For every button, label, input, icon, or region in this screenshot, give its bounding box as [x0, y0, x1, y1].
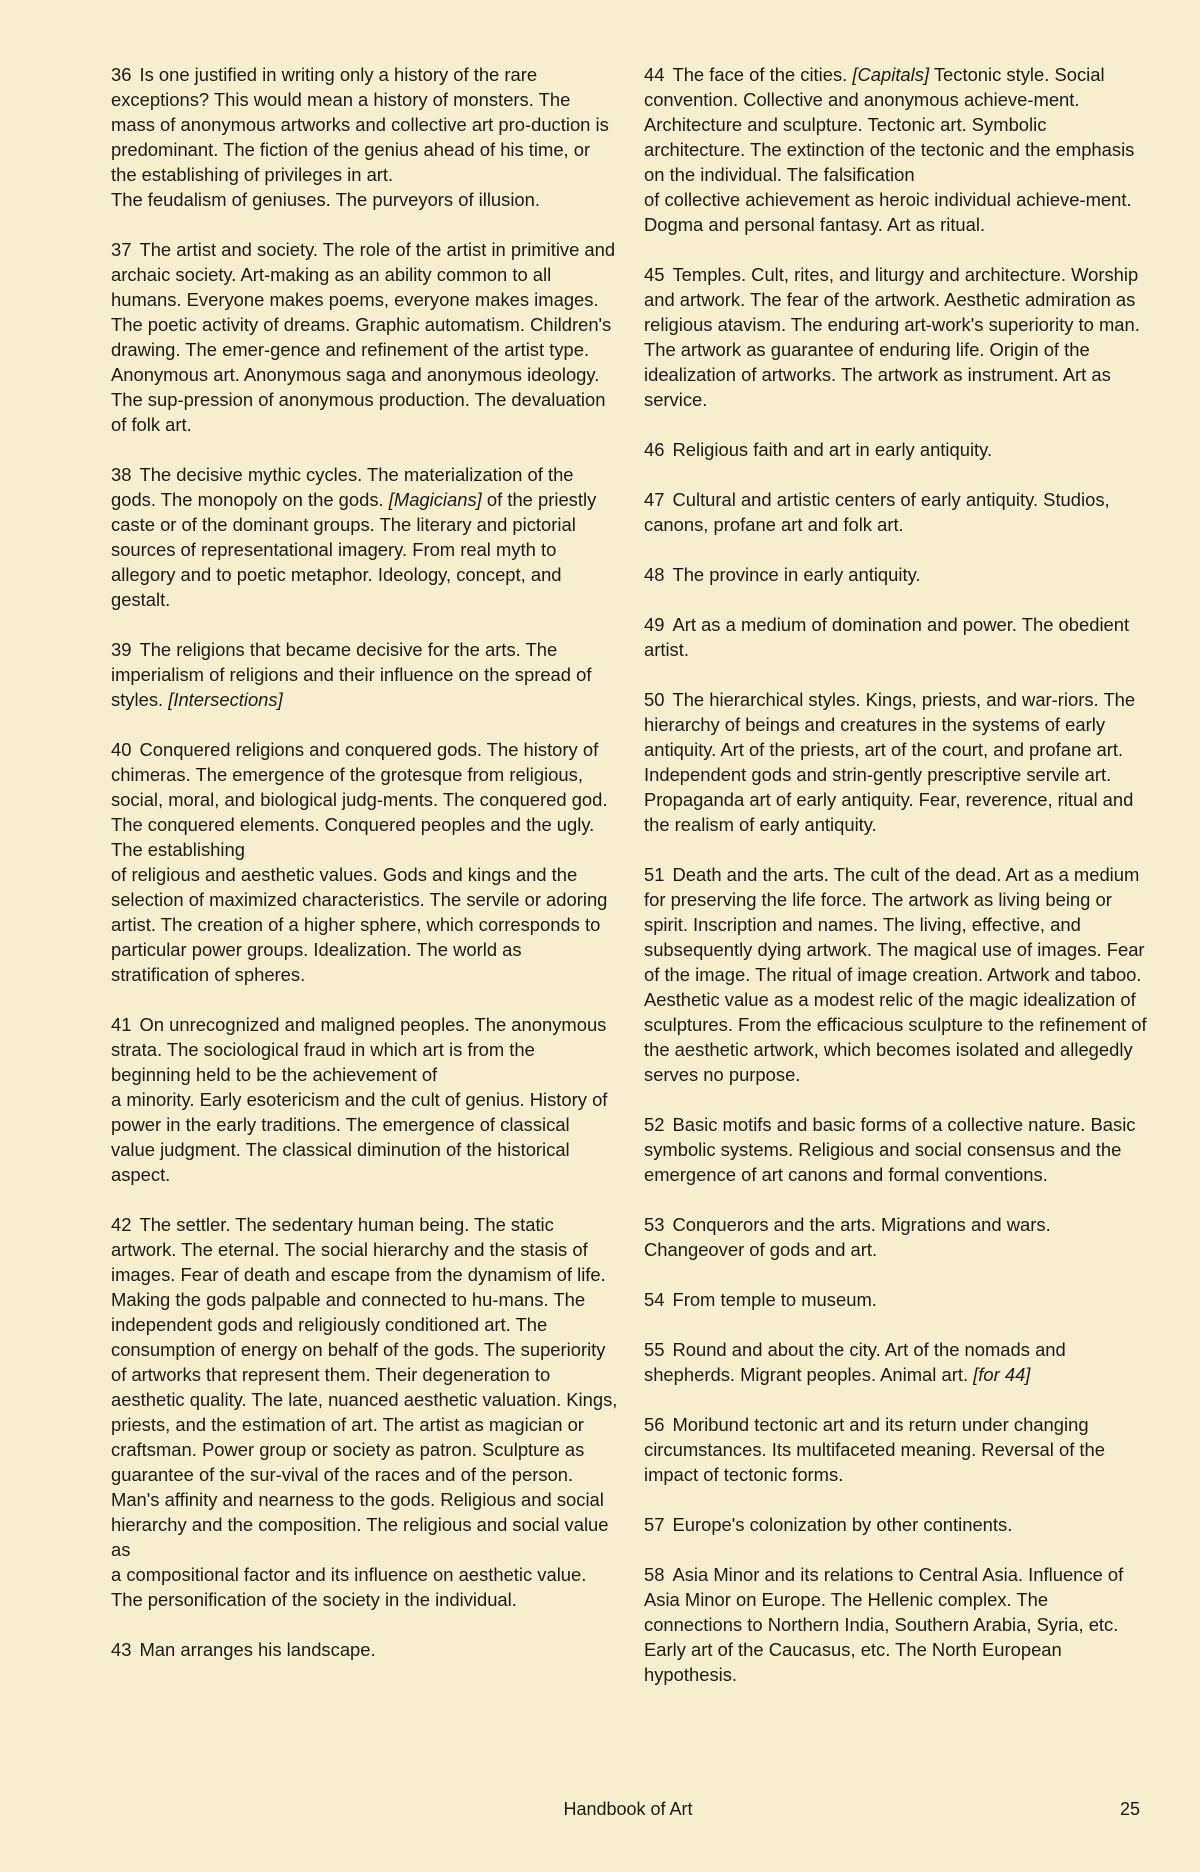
section-text: The settler. The sedentary human being. The static artwork. The eternal. The social hierarchy and the stasis of images. Fear of death and escape from the dynamism of life. Making the gods palpable and connected to hu-mans. The independent gods and religiously conditioned art. The consumption of energy on behalf of the gods. The superiority of artworks that represent them. Their degeneration to aesthetic quality. The late, nuanced aesthetic valuation. Kings, priests, and the estimation of art. The artist as magician or craftsman. Power group or society as patron. Sculpture as guarantee of the sur-vival of the races and of the person. Man's affinity and nearness to the gods. Religious and social hierarchy and the composition. The religious and social value as a compositional factor and its influence on aesthetic value. The personification of the society in the individual.	[111, 1214, 618, 1610]
section-text: Conquered religions and conquered gods. The history of chimeras. The emergence of the grotesque from religious, social, moral, and biological judg-ments. The conquered god. The conquered elements. Conquered peoples and the ugly. The establishing of religious and aesthetic values. Gods and kings and the selection of maximized characteristics. The servile or adoring artist. The creation of a higher sphere, which corresponds to particular power groups. Idealization. The world as stratification of spheres.	[111, 739, 608, 985]
section-number: 49	[644, 614, 665, 635]
section-entry-49	[644, 612, 1151, 662]
section-text: Europe's colonization by other continents.	[672, 1514, 1013, 1535]
section-number: 44	[644, 64, 665, 85]
section-number: 38	[111, 464, 132, 485]
section-entry-50	[644, 687, 1151, 837]
section-entry-39	[111, 637, 618, 712]
section-text: Round and about the city. Art of the nomads and shepherds. Migrant peoples. Animal art. [for 44]	[644, 1339, 1066, 1385]
page-number: 25	[1120, 1799, 1141, 1819]
section-number: 48	[644, 564, 665, 585]
section-text: From temple to museum.	[672, 1289, 877, 1310]
editorial-insertion: [Magicians]	[388, 489, 482, 510]
section-text: Is one justified in writing only a history of the rare exceptions? This would mean a history of monsters. The mass of anonymous artworks and collective art pro-duction is predominant. The fiction of the genius ahead of his time, or the establishing of privileges in art. The feudalism of geniuses. The purveyors of illusion.	[111, 64, 609, 210]
section-text: Basic motifs and basic forms of a collective nature. Basic symbolic systems. Religious and social consensus and the emergence of art canons and formal conventions.	[644, 1114, 1136, 1185]
book-title: Handbook of Art	[563, 1799, 693, 1819]
section-number: 41	[111, 1014, 132, 1035]
section-number: 40	[111, 739, 132, 760]
section-number: 36	[111, 64, 132, 85]
section-entry-43	[111, 1637, 618, 1662]
section-text: Death and the arts. The cult of the dead. Art as a medium for preserving the life force. The artwork as living being or spirit. Inscription and names. The living, effective, and subsequently dying artwork. The magical use of images. Fear of the image. The ritual of image creation. Artwork and taboo. Aesthetic value as a modest relic of the magic idealization of sculptures. From the efficacious sculpture to the refinement of the aesthetic artwork, which becomes isolated and allegedly serves no purpose.	[644, 864, 1147, 1085]
section-entry-41	[111, 1012, 618, 1187]
section-number: 47	[644, 489, 665, 510]
editorial-insertion: [for 44]	[973, 1364, 1031, 1385]
section-number: 46	[644, 439, 665, 460]
section-text: Religious faith and art in early antiquity.	[672, 439, 993, 460]
section-entry-45	[644, 262, 1151, 412]
section-number: 51	[644, 864, 665, 885]
section-text: The decisive mythic cycles. The materialization of the gods. The monopoly on the gods. [Magicians] of the priestly caste or of the dominant groups. The literary and pictorial sources of representational imagery. From real myth to allegory and to poetic metaphor. Ideology, concept, and gestalt.	[111, 464, 597, 610]
left-column	[111, 62, 618, 1687]
section-entry-46	[644, 437, 1151, 462]
section-number: 57	[644, 1514, 665, 1535]
section-entry-42	[111, 1212, 618, 1612]
section-entry-38	[111, 462, 618, 612]
section-text: On unrecognized and maligned peoples. The anonymous strata. The sociological fraud in which art is from the beginning held to be the achievement of a minority. Early esotericism and the cult of genius. History of power in the early traditions. The emergence of classical value judgment. The classical diminution of the historical aspect.	[111, 1014, 608, 1185]
section-text: Man arranges his landscape.	[139, 1639, 376, 1660]
section-text: Moribund tectonic art and its return under changing circumstances. Its multifaceted meaning. Reversal of the impact of tectonic forms.	[644, 1414, 1105, 1485]
section-text: Art as a medium of domination and power. The obedient artist.	[644, 614, 1130, 660]
section-number: 52	[644, 1114, 665, 1135]
section-number: 43	[111, 1639, 132, 1660]
section-number: 56	[644, 1414, 665, 1435]
section-entry-36	[111, 62, 618, 212]
section-text: Asia Minor and its relations to Central Asia. Influence of Asia Minor on Europe. The Hellenic complex. The connections to Northern India, Southern Arabia, Syria, etc. Early art of the Caucasus, etc. The North European hypothesis.	[644, 1564, 1124, 1685]
section-entry-47	[644, 487, 1151, 537]
section-number: 42	[111, 1214, 132, 1235]
section-text: Conquerors and the arts. Migrations and wars. Changeover of gods and art.	[644, 1214, 1051, 1260]
section-entry-53	[644, 1212, 1151, 1262]
section-entry-40	[111, 737, 618, 987]
section-entry-44	[644, 62, 1151, 237]
section-number: 54	[644, 1289, 665, 1310]
section-entry-57	[644, 1512, 1151, 1537]
section-text: Temples. Cult, rites, and liturgy and architecture. Worship and artwork. The fear of the artwork. Aesthetic admiration as religious atavism. The enduring art-work's superiority to man. The artwork as guarantee of enduring life. Origin of the idealization of artworks. The artwork as instrument. Art as service.	[644, 264, 1140, 410]
section-text: The face of the cities. [Capitals] Tectonic style. Social convention. Collective and anonymous achieve-ment. Architecture and sculpture. Tectonic art. Symbolic architecture. The extinction of the tectonic and the emphasis on the individual. The falsification of collective achievement as heroic individual achieve-ment. Dogma and personal fantasy. Art as ritual.	[644, 64, 1135, 235]
section-entry-54	[644, 1287, 1151, 1312]
section-entry-56	[644, 1412, 1151, 1487]
section-number: 45	[644, 264, 665, 285]
section-number: 37	[111, 239, 132, 260]
section-text: The artist and society. The role of the artist in primitive and archaic society. Art-making as an ability common to all humans. Everyone makes poems, everyone makes images. The poetic activity of dreams. Graphic automatism. Children's drawing. The emer-gence and refinement of the artist type. Anonymous art. Anonymous saga and anonymous ideology. The sup-pression of anonymous production. The devaluation of folk art.	[111, 239, 616, 435]
section-text: Cultural and artistic centers of early antiquity. Studios, canons, profane art and folk art.	[644, 489, 1110, 535]
section-number: 39	[111, 639, 132, 660]
section-text: The province in early antiquity.	[672, 564, 921, 585]
section-number: 50	[644, 689, 665, 710]
editorial-insertion: [Capitals]	[852, 64, 930, 85]
editorial-insertion: [Intersections]	[168, 689, 283, 710]
section-number: 53	[644, 1214, 665, 1235]
section-number: 58	[644, 1564, 665, 1585]
section-text: The religions that became decisive for the arts. The imperialism of religions and their influence on the spread of styles. [Intersections]	[111, 639, 592, 710]
section-entry-52	[644, 1112, 1151, 1187]
section-text: The hierarchical styles. Kings, priests, and war-riors. The hierarchy of beings and creatures in the systems of early antiquity. Art of the priests, art of the court, and profane art. Independent gods and strin-gently prescriptive servile art. Propaganda art of early antiquity. Fear, reverence, ritual and the realism of early antiquity.	[644, 689, 1136, 835]
section-entry-37	[111, 237, 618, 437]
section-entry-55	[644, 1337, 1151, 1387]
right-column	[644, 62, 1151, 1712]
section-entry-48	[644, 562, 1151, 587]
section-number: 55	[644, 1339, 665, 1360]
section-entry-51	[644, 862, 1151, 1087]
section-entry-58	[644, 1562, 1151, 1687]
